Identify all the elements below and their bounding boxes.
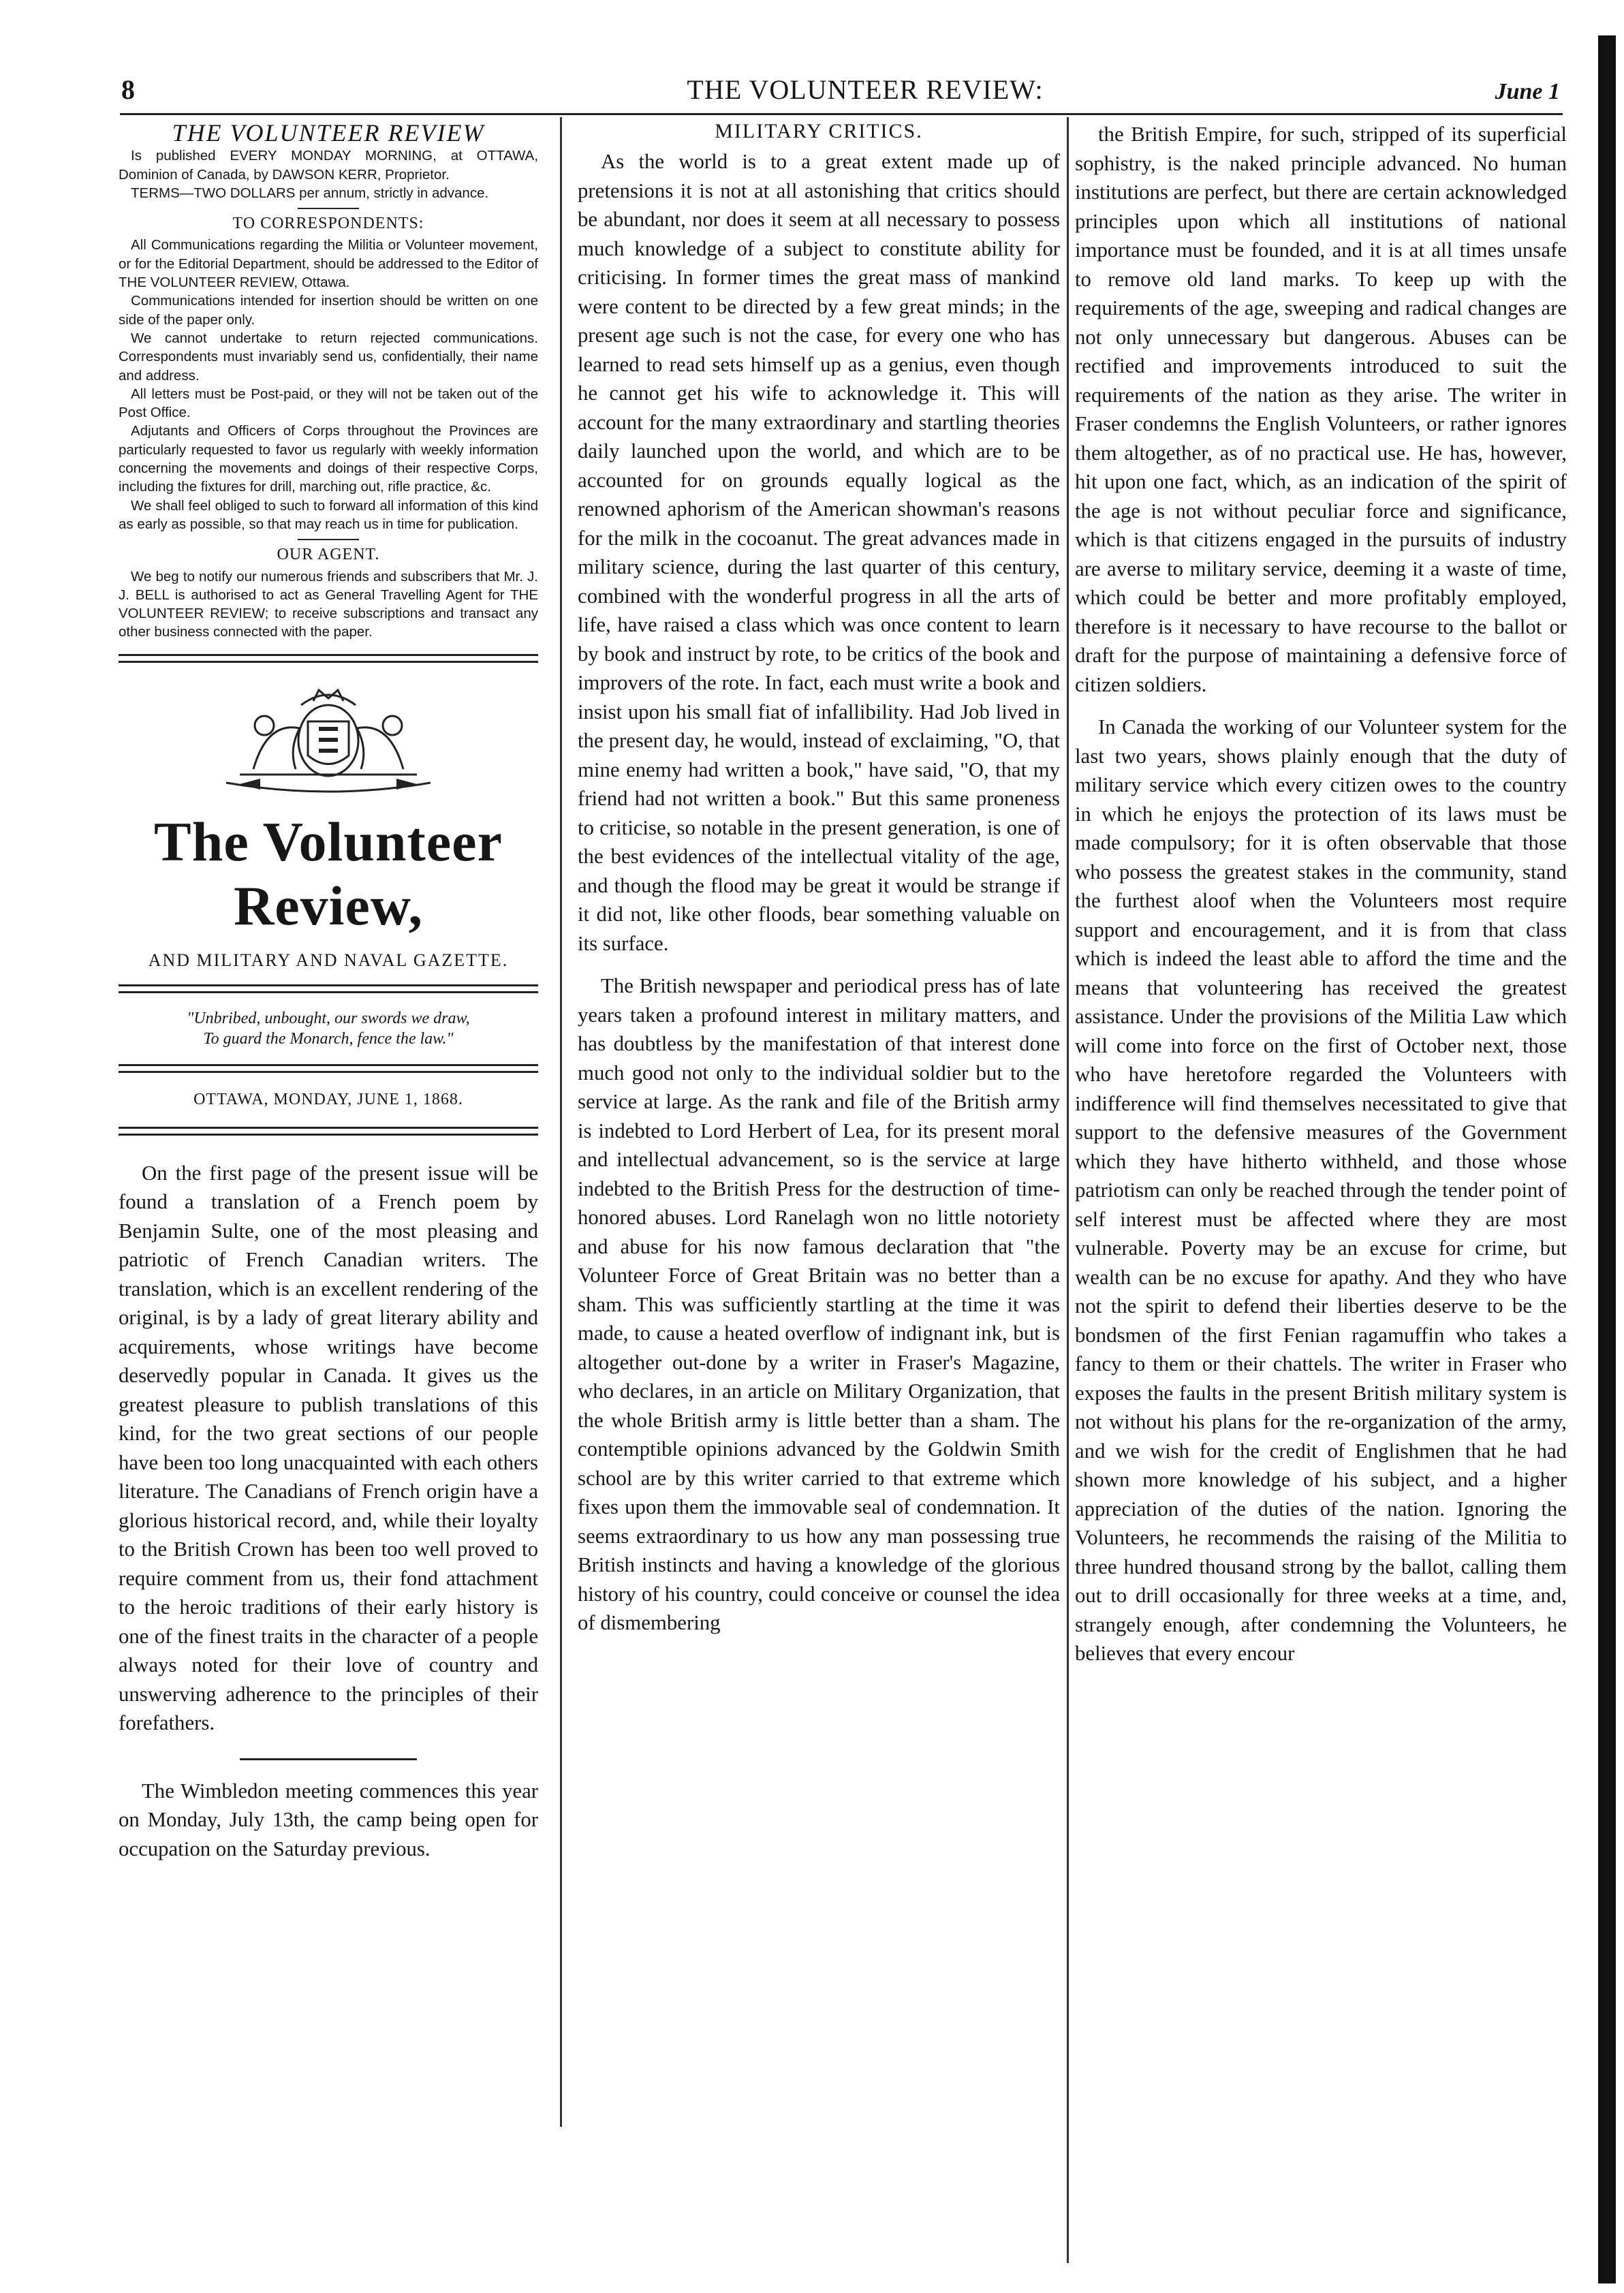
masthead-subtitle: AND MILITARY AND NAVAL GAZETTE.	[148, 950, 509, 970]
correspondents-item: All letters must be Post-paid, or they will not be taken out of the Post Office.	[119, 386, 538, 421]
article-paragraph: The Wimbledon meeting commences this year on Monday, July 13th, the camp being open for occupation on the Saturday previous.	[119, 1779, 538, 1860]
double-rule	[119, 654, 538, 663]
correspondents-item: Adjutants and Officers of Corps throughout the Provinces are particularly requested to favor us regularly with weekly information concerning the movements and doings of their respective Corps, including the fixtures for drill, marching out, rifle practice, &c.	[119, 423, 538, 495]
masthead-title: The Volunteer Review,	[154, 810, 503, 937]
article-paragraph: In Canada the working of our Volunteer system for the last two years, shows plainly enough that the duty of military service which every citizen owes to the country in which he enjoys the protection of its laws must be made compulsory; for it is often observable that those who possess the greatest stakes in the community, stand the furthest aloof when the Volunteers most require support and encouragement, and it is from that class which is indeed the least able to afford the time and the means that volunteering has received the greatest assistance. Under the provisions of the Militia Law which will come into force on the first of October next, those who have heretofore regarded the Volunteers with indifference will find themselves necessitated to give that support to the defensive measures of the Government which they have hitherto withheld, and those whose patriotism can only be reached through the tender point of self interest must be affected where they are most vulnerable. Poverty may be an excuse for crime, but wealth can be no excuse for apathy. And they who have not the spirit to defend their liberties deserve to be the bondsmen of the first Fenian ragamuffin who takes a fancy to them or their chattels. The writer in Fraser who exposes the faults in the present British military system is not without his plans for the re-organization of the army, and we wish for the credit of Englishmen that he had shown more knowledge of his subject, and a higher appreciation of the duties of the nation. Ignoring the Volunteers, he recommends the raising of the Militia to three hundred thousand strong by the ballot, calling them out to drill occasionally for three weeks at a time, and, strangely enough, after condemning the Volunteers, he believes that every encour	[1075, 715, 1567, 1665]
column-3	[1075, 120, 1567, 1668]
binding-edge	[1598, 35, 1616, 2283]
dateline-rule	[119, 1064, 538, 1073]
agent-heading: OUR AGENT.	[277, 546, 380, 564]
page-number: 8	[121, 74, 135, 105]
notice-title: THE VOLUNTEER REVIEW	[172, 119, 485, 146]
column-rule-2	[1067, 117, 1069, 2263]
header-rule	[120, 113, 1563, 115]
correspondents-item: All Communications regarding the Militia or Volunteer movement, or for the Editorial Department, should be addressed to the Editor of THE VOLUNTEER REVIEW, Ottawa.	[119, 237, 538, 291]
motto-line: To guard the Monarch, fence the law."	[203, 1029, 454, 1048]
running-title: THE VOLUNTEER REVIEW:	[687, 74, 1044, 105]
running-date: June 1	[1495, 79, 1560, 104]
dateline-rule-bottom	[119, 1127, 538, 1136]
motto-line: "Unbribed, unbought, our swords we draw,	[187, 1009, 470, 1027]
correspondents-heading: TO CORRESPONDENTS:	[232, 215, 424, 233]
royal-coat-of-arms-icon	[199, 681, 458, 796]
notice-published: Is published EVERY MONDAY MORNING, at OTTAWA, Dominion of Canada, by DAWSON KERR, Proprietor.	[119, 148, 538, 183]
correspondents-item: Communications intended for insertion should be written on one side of the paper only.	[119, 293, 538, 328]
column-2	[578, 120, 1060, 1638]
agent-divider	[298, 539, 359, 540]
article-heading: MILITARY CRITICS.	[715, 120, 923, 142]
masthead-motto	[119, 1008, 538, 1049]
column-1	[119, 120, 538, 1863]
column-rule-1	[560, 117, 562, 2127]
article-paragraph: On the first page of the present issue will be found a translation of a French poem by Benjamin Sulte, one of the most pleasing and patriotic of French Canadian writers. The translation, which is an excellent rendering of the original, is by a lady of great literary ability and acquirements, whose writings have become deservedly popular in Canada. It gives us the greatest pleasure to publish translations of this kind, for the two great sections of our people have been too long unacquainted with each others literature. The Canadians of French origin have a glorious historical record, and, while their loyalty to the British Crown has been too well proved to require comment from us, their fond attachment to the heroic traditions of their early history is one of the finest traits in the character of a people always noted for their love of country and unswerving adherence to the principles of their forefathers.	[119, 1161, 538, 1735]
article-paragraph: The British newspaper and periodical press has of late years taken a profound interest in military matters, and has doubtless by the manifestation of that interest done much good not only to the individual soldier but to the service at large. As the rank and file of the British army is indebted to Lord Herbert of Lea, for its present moral and intellectual advancement, so is the service at large indebted to the British Press for the destruction of time-honored abuses. Lord Ranelagh won no little notoriety and abuse for his now famous declaration that "the Volunteer Force of Great Britain was no better than a sham. This was sufficiently startling at the time it was made, to cause a heated overflow of indignant ink, but is altogether out-done by a writer in Fraser's Magazine, who declares, in an article on Military Organization, that the whole British army is little better than a sham. The contemptible opinions advanced by the Goldwin Smith school are by this writer carried to that extreme which fixes upon them the immovable seal of condemnation. It seems extraordinary to us how any man possessing true British instincts and having a knowledge of the glorious history of his country, could conceive or counsel the idea of dismembering	[578, 974, 1060, 1634]
agent-notice: We beg to notify our numerous friends and subscribers that Mr. J. J. BELL is authorised to act as General Travelling Agent for THE VOLUNTEER REVIEW; to receive subscriptions and transact any other business connected with the paper.	[119, 568, 538, 640]
dateline: OTTAWA, MONDAY, JUNE 1, 1868.	[193, 1090, 463, 1108]
masthead-rule	[119, 984, 538, 993]
notice-divider	[298, 208, 359, 209]
article-divider	[240, 1758, 417, 1760]
correspondents-item: We shall feel obliged to such to forward all information of this kind as early as possible, so that may reach us in time for publication.	[119, 497, 538, 532]
notice-terms: TERMS—TWO DOLLARS per annum, strictly in advance.	[131, 185, 489, 201]
article-paragraph: As the world is to a great extent made up of pretensions it is not at all astonishing that critics should be abundant, nor does it seem at all necessary to possess much knowledge of a subject to constitute ability for criticising. In former times the great mass of mankind were content to be directed by a few great minds; in the present age such is not the case, for every one who has learned to read sets himself up as a genius, even though he cannot get his wife to acknowledge it. This will account for the many extraordinary and startling theories daily launched upon the world, and which are to be accounted for on grounds equally logical as the renowned aphorism of the American showman's reasons for the milk in the cocoanut. The great advances made in military science, during the last quarter of this century, combined with the wonderful progress in all the arts of life, have raised a class which was once content to learn by book and instruct by rote, to be critics of the book and improvers of the rote. In fact, each must write a book and insist upon his small fiat of infallibility. Had Job lived in the present day, he would, instead of exclaiming, "O, that mine enemy had written a book," have said, "O, that my friend had not written a book." But this same proneness to criticise, so notable in the present generation, is one of the best evidences of the intellectual vitality of the age, and though the flood may be great it would be strange if it did not, like other floods, bear something valuable on its surface.	[578, 150, 1060, 955]
publication-notice	[119, 119, 538, 642]
article-paragraph: the British Empire, for such, stripped of its superficial sophistry, is the naked principle advanced. No human institutions are perfect, but there are certain acknowledged principles upon which all institutions of national importance must be founded, and it is at all times unsafe to remove old land marks. To keep up with the requirements of the age, sweeping and radical changes are not only unnecessary but dangerous. Abuses can be rectified and improvements introduced to suit the requirements of the nation as they arise. The writer in Fraser condemns the English Volunteers, or rather ignores them altogether, as of no practical use. He has, however, hit upon one fact, which, as an indication of the spirit of the age is not without peculiar force and significance, which is that citizens engaged in the pursuits of industry are averse to military service, deeming it a waste of time, which could be better and more profitably employed, therefore is it necessary to have recourse to the ballot or draft for the purpose of maintaining a defensive force of citizen soldiers.	[1075, 123, 1567, 696]
correspondents-item: We cannot undertake to return rejected communications. Correspondents must invariably send us, confidentially, their name and address.	[119, 330, 538, 384]
